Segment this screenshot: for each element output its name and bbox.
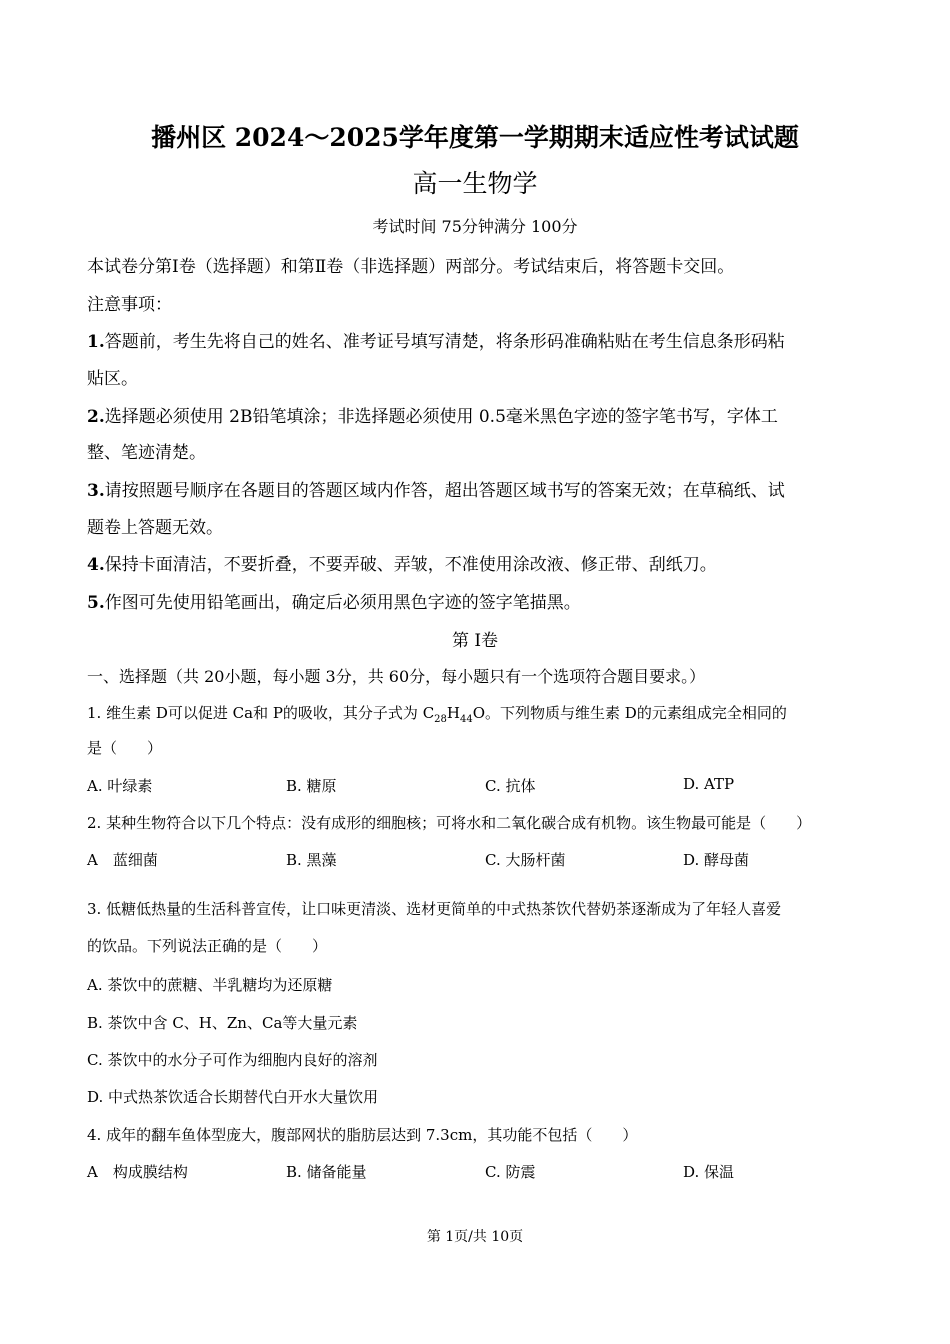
note-3-cont: 题卷上答题无效。 xyxy=(87,518,223,538)
subscript: 44 xyxy=(460,714,473,725)
question-2-option-a: A 蓝细菌 xyxy=(87,851,158,869)
question-4-stem: 4. 成年的翻车鱼体型庞大，腹部网状的脂肪层达到 7.3cm，其功能不包括（ ） xyxy=(87,1126,638,1144)
volume-label: 第 I卷 xyxy=(451,631,499,651)
subscript: 28 xyxy=(434,714,447,725)
exam-time: 考试时间 75分钟满分 100分 xyxy=(372,217,578,236)
note-text: 选择题必须使用 2B铅笔填涂；非选择题必须使用 0.5毫米黑色字迹的签字笔书写，字体工 xyxy=(104,407,778,427)
page-footer: 第 1页/共 10页 xyxy=(426,1229,524,1245)
note-1-cont: 贴区。 xyxy=(87,369,138,389)
note-4 xyxy=(87,550,717,575)
intro-paragraph: 本试卷分第Ⅰ卷（选择题）和第Ⅱ卷（非选择题）两部分。考试结束后，将答题卡交回。 xyxy=(87,257,735,277)
question-2-stem: 2. 某种生物符合以下几个特点：没有成形的细胞核；可将水和二氧化碳合成有机物。该生物最可能是（ ） xyxy=(87,814,812,832)
question-3-stem: 3. 低糖低热量的生活科普宣传，让口味更清淡、选材更简单的中式热茶饮代替奶茶逐渐成为了年轻人喜爱 xyxy=(87,900,782,918)
note-text: 答题前，考生先将自己的姓名、准考证号填写清楚，将条形码准确粘贴在考生信息条形码粘 xyxy=(104,332,785,352)
question-1-option-b: B. 糖原 xyxy=(286,777,337,795)
note-5 xyxy=(87,588,581,613)
question-3-stem-cont: 的饮品。下列说法正确的是（ ） xyxy=(87,937,328,955)
subject-title: 高一生物学 xyxy=(412,169,538,198)
question-1-stem xyxy=(87,702,787,725)
stem-part: O。下列物质与维生素 D的元素组成完全相同的 xyxy=(472,704,787,722)
question-1-stem-cont: 是（ ） xyxy=(87,739,163,757)
question-1-option-c: C. 抗体 xyxy=(485,777,536,795)
note-number: 4. xyxy=(87,555,105,575)
question-2-option-b: B. 黑藻 xyxy=(286,851,337,869)
question-2-option-c: C. 大肠杆菌 xyxy=(485,851,566,869)
question-3-option-d: D. 中式热茶饮适合长期替代白开水大量饮用 xyxy=(87,1088,379,1106)
note-text: 作图可先使用铅笔画出，确定后必须用黑色字迹的签字笔描黑。 xyxy=(104,593,581,613)
note-text: 请按照题号顺序在各题目的答题区域内作答，超出答题区域书写的答案无效；在草稿纸、试 xyxy=(104,481,785,501)
question-2-option-d: D. 酵母菌 xyxy=(683,851,750,869)
question-4-option-a: A 构成膜结构 xyxy=(87,1163,188,1181)
question-4-option-b: B. 储备能量 xyxy=(286,1163,367,1181)
note-number: 2. xyxy=(87,407,105,427)
section-heading: 一、选择题（共 20小题，每小题 3分，共 60分，每小题只有一个选项符合题目要求。） xyxy=(87,667,706,686)
exam-title: 播州区 2024～2025学年度第一学期期末适应性考试试题 xyxy=(151,123,799,152)
note-1 xyxy=(87,327,785,352)
note-2 xyxy=(87,402,778,427)
note-text: 保持卡面清洁，不要折叠，不要弄破、弄皱，不准使用涂改液、修正带、刮纸刀。 xyxy=(104,555,717,575)
question-4-option-c: C. 防震 xyxy=(485,1163,536,1181)
question-3-option-c: C. 茶饮中的水分子可作为细胞内良好的溶剂 xyxy=(87,1051,378,1069)
stem-part: H xyxy=(446,704,460,722)
stem-part: 1. 维生素 D可以促进 Ca和 P的吸收，其分子式为 C xyxy=(87,704,435,722)
notes-heading: 注意事项： xyxy=(87,295,172,315)
question-1-option-d: D. ATP xyxy=(683,775,735,793)
question-3-option-b: B. 茶饮中含 C、H、Zn、Ca等大量元素 xyxy=(87,1014,358,1032)
question-3-option-a: A. 茶饮中的蔗糖、半乳糖均为还原糖 xyxy=(87,976,333,994)
note-number: 1. xyxy=(87,332,105,352)
note-number: 5. xyxy=(87,593,105,613)
note-number: 3. xyxy=(87,481,105,501)
note-2-cont: 整、笔迹清楚。 xyxy=(87,443,206,463)
note-3 xyxy=(87,476,785,501)
question-1-option-a: A. 叶绿素 xyxy=(87,777,153,795)
question-4-option-d: D. 保温 xyxy=(683,1163,735,1181)
